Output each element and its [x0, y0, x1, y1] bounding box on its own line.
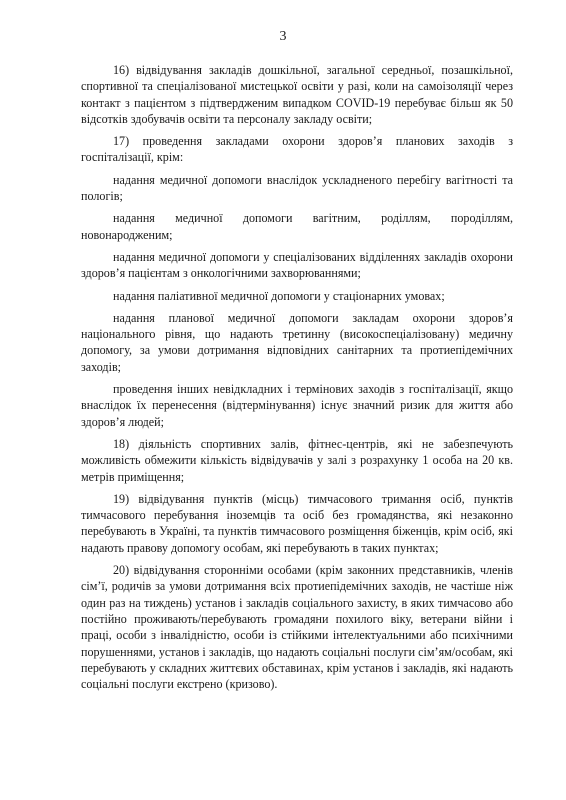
- paragraph-subitem: надання медичної допомоги у спеціалізованих відділеннях закладів охорони здоров’я пацієнтам з онкологічними захворюваннями;: [81, 249, 513, 281]
- paragraph-item-16: 16) відвідування закладів дошкільної, загальної середньої, позашкільної, спортивної та спеціалізованої мистецької освіти у разі, коли на самоізоляції через контакт з пацієнтом з підтвердженим випадком COVID-19 перебуває більш як 50 відсотків здобувачів освіти та персоналу закладу освіти;: [81, 63, 513, 126]
- paragraph-subitem: надання медичної допомоги внаслідок ускладненого перебігу вагітності та пологів;: [81, 172, 513, 204]
- paragraph-item-17: 17) проведення закладами охорони здоров’я планових заходів з госпіталізації, крім:: [81, 134, 513, 165]
- paragraph-subitem: проведення інших невідкладних і термінових заходів з госпіталізації, якщо внаслідок їх перенесення (відтермінування) існує значний ризик для життя або здоров’я людей;: [81, 382, 513, 429]
- paragraph-item-18: 18) діяльність спортивних залів, фітнес-центрів, які не забезпечують можливість обмежити кількість відвідувачів у залі з розрахунку 1 особа на 20 кв. метрів приміщення;: [81, 436, 513, 484]
- paragraph-subitem: надання планової медичної допомоги закладам охорони здоров’я національного рівня, що надають третинну (високоспеціалізовану) медичну допомогу, за умови дотримання відповідних санітарних та протиепідемічних заходів;: [81, 310, 513, 374]
- document-body: [81, 62, 513, 698]
- paragraph-item-19: 19) відвідування пунктів (місць) тимчасового тримання осіб, пунктів тимчасового перебування іноземців та осіб без громадянства, які незаконно перебувають в Україні, та пунктів тимчасового розміщення біженців, крім осіб, які надають правову допомогу особам, які перебувають в таких пунктах;: [81, 491, 513, 555]
- paragraph-subitem: надання медичної допомоги вагітним, роділлям, породіллям, новонародженим;: [81, 211, 513, 242]
- paragraph-subitem: надання паліативної медичної допомоги у стаціонарних умовах;: [113, 288, 445, 303]
- page-number: 3: [279, 29, 287, 44]
- paragraph-item-20: 20) відвідування сторонніми особами (крім законних представників, членів сім’ї, родичів за умови дотримання всіх протиепідемічних заходів, не частіше ніж один раз на тиждень) установ і закладів соціального захисту, в яких тимчасово або постійно проживають/перебувають громадяни похилого віку, ветерани війни і праці, особи з інвалідністю, особи із стійкими інтелектуальними або психічними порушеннями, установ і закладів, що надають соціальні послуги сім’ям/особам, які перебувають у складних життєвих обставинах, крім установ і закладів, які надають соціальні послуги екстрено (кризово).: [81, 563, 513, 692]
